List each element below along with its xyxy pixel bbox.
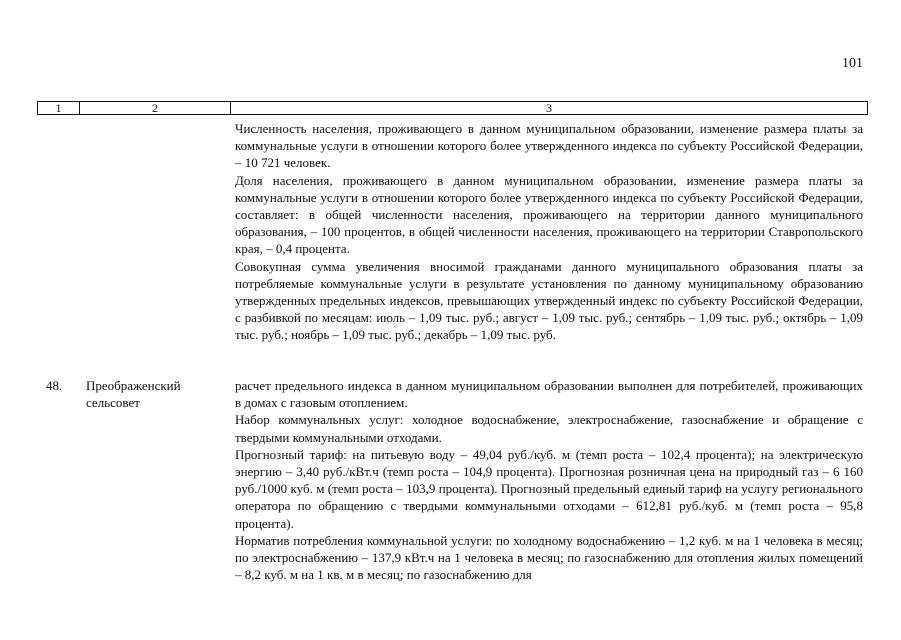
paragraph: Совокупная сумма увеличения вносимой гражданами данного муниципального образования платы за потребляемые коммунальные услуги в результате установления по данному муниципальному образованию утвержденных предельных индексов, превышающих утвержденный индекс по субъекту Российской Федерации, с разбивкой по месяцам: июль – 1,09 тыс. руб.; август – 1,09 тыс. руб.; сентябрь – 1,09 тыс. руб.; октябрь – 1,09 тыс. руб.; ноябрь – 1,09 тыс. руб.; декабрь – 1,09 тыс. руб. [235,258,863,343]
continuation-text [235,120,863,344]
table-column-header [37,101,868,115]
paragraph: Доля населения, проживающего в данном муниципальном образовании, изменение размера платы за коммунальные услуги в отношении которого более утвержденного индекса по субъекту Российской Федерации, составляет: в общей численности населения, проживающего на территории данного муниципального образования, – 100 процентов, в общей численности населения, проживающего на территории Ставропольского края, – 0,4 процента. [235,172,863,257]
paragraph: Набор коммунальных услуг: холодное водоснабжение, электроснабжение, газоснабжение и обращение с твердыми коммунальными отходами. [235,412,863,445]
paragraph: Прогнозный тариф: на питьевую воду – 49,04 руб./куб. м (темп роста – 102,4 процента); на электрическую энергию – 3,40 руб./кВт.ч (темп роста – 104,9 процента). Прогнозная розничная цена на природный газ – 6 160 руб./1000 куб. м (темп роста – 103,9 процента). Прогнозный предельный единый тариф на услугу регионального оператора по обращению с твердыми коммунальными отходами – 612,81 руб./куб. м (темп роста – 95,8 процента). [235,446,863,531]
column-number-3: 3 [546,101,552,115]
paragraph: расчет предельного индекса в данном муниципальном образовании выполнен для потребителей, проживающих в домах с газовым отоплением. [235,378,863,411]
page-number: 101 [842,56,863,71]
column-number-2: 2 [80,102,231,114]
municipality-name: Преображенский сельсовет [86,378,181,411]
paragraph: Численность населения, проживающего в данном муниципальном образовании, изменение размера платы за коммунальные услуги в отношении которого более утвержденного индекса по субъекту Российской Федерации, – 10 721 человек. [235,121,863,171]
row-description [235,377,863,583]
paragraph: Норматив потребления коммунальной услуги: по холодному водоснабжению – 1,2 куб. м на 1 человека в месяц; по электроснабжению – 137,9 кВт.ч на 1 человека в месяц; по газоснабжению для отопления жилых помещений – 8,2 куб. м на 1 кв. м в месяц; по газоснабжению для [235,532,863,583]
row-number: 48. [46,378,63,393]
column-number-1: 1 [38,102,80,114]
